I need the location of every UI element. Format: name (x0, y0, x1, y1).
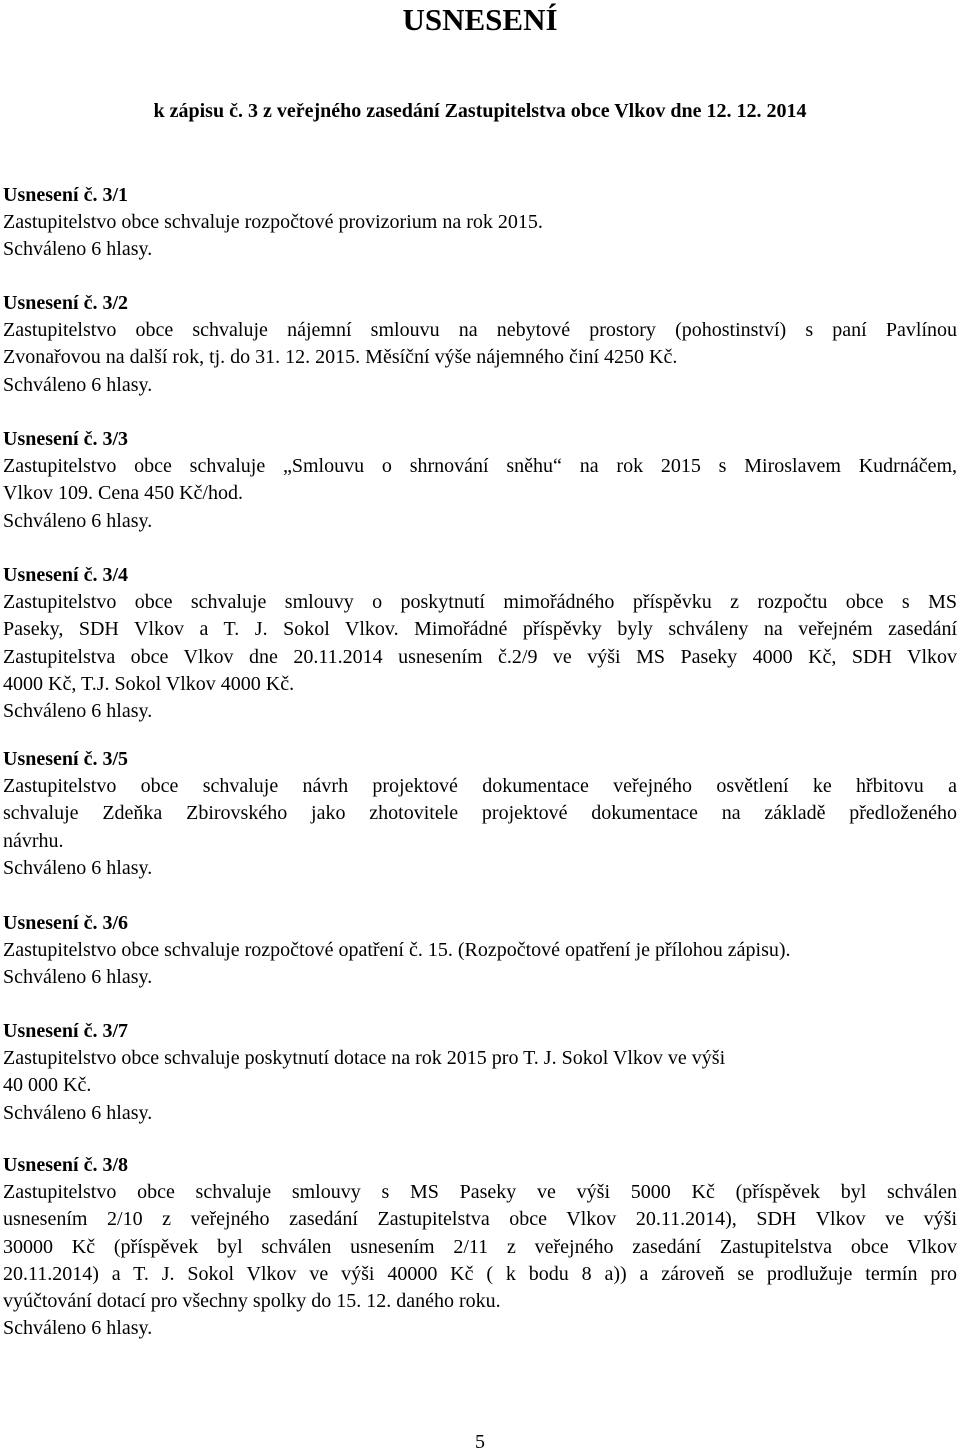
resolution-3-7 (3, 1018, 957, 1127)
resolution-text-line: Paseky, SDH Vlkov a T. J. Sokol Vlkov. Mimořádné příspěvky byly schváleny na veřejném zasedání (3, 618, 957, 641)
resolution-text-line: 40 000 Kč. (3, 1074, 92, 1097)
resolution-heading: Usnesení č. 3/3 (3, 428, 128, 450)
resolution-approval: Schváleno 6 hlasy. (3, 238, 153, 261)
resolution-3-5 (3, 746, 957, 882)
resolution-text-line: 30000 Kč (příspěvek byl schválen usnesením 2/11 z veřejného zasedání Zastupitelstva obce Vlkov (3, 1235, 957, 1258)
resolution-3-2 (3, 290, 957, 399)
resolution-approval: Schváleno 6 hlasy. (3, 1101, 153, 1124)
resolution-heading: Usnesení č. 3/4 (3, 564, 128, 586)
resolution-text-line: Zastupitelstvo obce schvaluje rozpočtové opatření č. 15. (Rozpočtové opatření je přílohou zápisu). (3, 939, 791, 962)
resolution-text-line: Zastupitelstvo obce schvaluje nájemní smlouvu na nebytové prostory (pohostinství) s paní Pavlínou (3, 319, 957, 342)
resolution-text-line: Zvonařovou na další rok, tj. do 31. 12. 2015. Měsíční výše nájemného činí 4250 Kč. (3, 346, 678, 369)
resolution-3-8 (3, 1152, 957, 1342)
resolution-3-3 (3, 426, 957, 535)
resolution-text-line: 20.11.2014) a T. J. Sokol Vlkov ve výši 40000 Kč ( k bodu 8 a)) a zároveň se prodlužuje termín pro (3, 1262, 957, 1285)
resolution-approval: Schváleno 6 hlasy. (3, 856, 153, 879)
resolution-heading: Usnesení č. 3/7 (3, 1020, 128, 1042)
resolution-3-4 (3, 562, 957, 725)
document-subtitle: k zápisu č. 3 z veřejného zasedání Zastupitelstva obce Vlkov dne 12. 12. 2014 (153, 100, 807, 122)
resolution-text-line: Zastupitelstvo obce schvaluje smlouvy s MS Paseky ve výši 5000 Kč (příspěvek byl schválen (3, 1181, 957, 1204)
document-title: USNESENÍ (402, 2, 558, 37)
resolution-text-line: Zastupitelstvo obce schvaluje rozpočtové provizorium na rok 2015. (3, 211, 543, 234)
resolution-approval: Schváleno 6 hlasy. (3, 373, 153, 396)
resolution-heading: Usnesení č. 3/8 (3, 1154, 128, 1176)
resolution-text-line: Zastupitelstvo obce schvaluje smlouvy o poskytnutí mimořádného příspěvku z rozpočtu obce s MS (3, 591, 957, 614)
resolution-text-line: Zastupitelstvo obce schvaluje návrh projektové dokumentace veřejného osvětlení ke hřbitovu a (3, 775, 957, 798)
resolution-heading: Usnesení č. 3/6 (3, 912, 128, 934)
resolution-approval: Schváleno 6 hlasy. (3, 509, 153, 532)
resolution-approval: Schváleno 6 hlasy. (3, 700, 153, 723)
resolution-3-6 (3, 910, 957, 992)
resolution-text-line: návrhu. (3, 829, 64, 852)
resolution-text-line: Zastupitelstvo obce schvaluje „Smlouvu o shrnování sněhu“ na rok 2015 s Miroslavem Kudrnáčem, (3, 455, 957, 478)
resolution-3-1 (3, 182, 957, 264)
resolution-text-line: Vlkov 109. Cena 450 Kč/hod. (3, 482, 243, 505)
resolution-text-line: usnesením 2/10 z veřejného zasedání Zastupitelstva obce Vlkov 20.11.2014), SDH Vlkov ve výši (3, 1208, 957, 1231)
resolution-heading: Usnesení č. 3/5 (3, 748, 128, 770)
resolution-text-line: schvaluje Zdeňka Zbirovského jako zhotovitele projektové dokumentace na základě předloženého (3, 802, 957, 825)
resolution-text-line: Zastupitelstva obce Vlkov dne 20.11.2014 usnesením č.2/9 ve výši MS Paseky 4000 Kč, SDH Vlkov (3, 645, 957, 668)
resolution-heading: Usnesení č. 3/1 (3, 184, 128, 206)
resolution-heading: Usnesení č. 3/2 (3, 292, 128, 314)
page-number: 5 (475, 1431, 485, 1453)
resolution-text-line: vyúčtování dotací pro všechny spolky do 15. 12. daného roku. (3, 1290, 501, 1313)
resolution-approval: Schváleno 6 hlasy. (3, 1317, 153, 1340)
resolution-approval: Schváleno 6 hlasy. (3, 966, 153, 989)
resolution-text-line: Zastupitelstvo obce schvaluje poskytnutí dotace na rok 2015 pro T. J. Sokol Vlkov ve výši (3, 1047, 726, 1070)
resolution-text-line: 4000 Kč, T.J. Sokol Vlkov 4000 Kč. (3, 672, 295, 695)
